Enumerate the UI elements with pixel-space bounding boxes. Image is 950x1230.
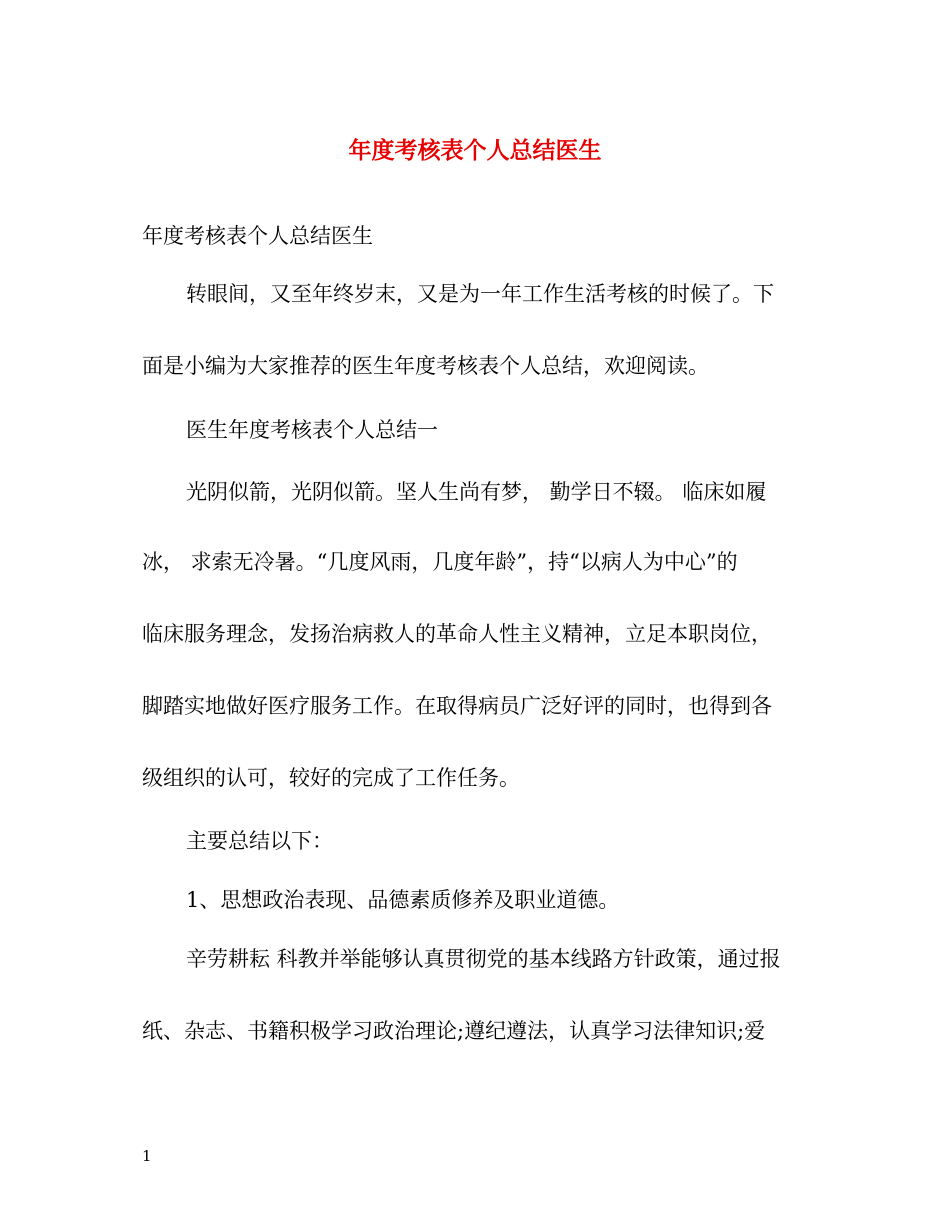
body-line-3: 面是小编为大家推荐的医生年度考核表个人总结，欢迎阅读。 [142,354,709,378]
document-title: 年度考核表个人总结医生 [348,137,602,164]
body-line-13: 纸、杂志、书籍积极学习政治理论;遵纪遵法，认真学习法律知识;爱 [142,1019,766,1043]
page-number: 1 [142,1147,152,1165]
body-line-5: 光阴似箭，光阴似箭。坚人生尚有梦， 勤学日不辍。 临床如履 [186,480,767,504]
body-line-12: 辛劳耕耘 科教并举能够认真贯彻党的基本线路方针政策，通过报 [186,947,781,971]
body-line-9: 级组织的认可，较好的完成了工作任务。 [142,766,520,790]
body-line-1: 年度考核表个人总结医生 [142,224,373,248]
body-line-7: 临床服务理念，发扬治病救人的革命人性主义精神，立足本职岗位， [142,622,772,646]
body-line-2: 转眼间，又至年终岁末，又是为一年工作生活考核的时候了。下 [186,282,774,306]
body-line-6: 冰， 求索无冷暑。“几度风雨，几度年龄”，持“以病人为中心”的 [142,550,738,574]
body-line-10: 主要总结以下： [186,829,333,853]
section-heading-1: 医生年度考核表个人总结一 [186,418,438,442]
body-line-8: 脚踏实地做好医疗服务工作。在取得病员广泛好评的同时，也得到各 [142,694,772,718]
numbered-item-1: 1、思想政治表现、品德素质修养及职业道德。 [186,888,620,912]
